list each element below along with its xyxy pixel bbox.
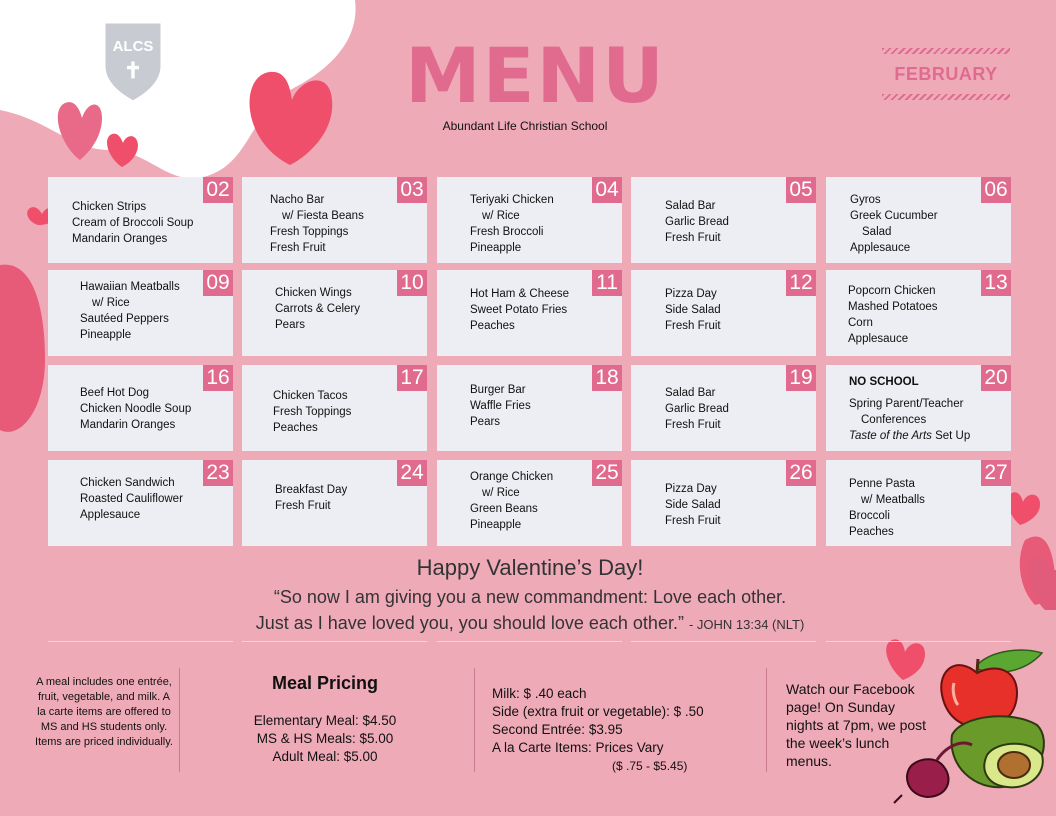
day-cell: [437, 460, 622, 546]
menu-item: Cream of Broccoli Soup: [72, 217, 194, 229]
menu-item: Mashed Potatoes: [848, 301, 938, 313]
menu-item: Fresh Fruit: [665, 232, 721, 244]
menu-items: [665, 286, 786, 334]
menu-items: [470, 382, 592, 430]
menu-item: Chicken Sandwich: [80, 477, 175, 489]
menu-items: [849, 374, 1007, 444]
menu-items: [470, 469, 592, 533]
day-cell: [242, 270, 427, 356]
menu-item: Greek Cucumber: [850, 210, 938, 222]
month-banner: [882, 48, 1010, 100]
menu-item: Sautéed Peppers: [80, 313, 169, 325]
menu-item: Pears: [470, 416, 501, 428]
menu-item: Pizza Day: [665, 483, 717, 495]
menu-items: [72, 199, 203, 247]
menu-item: Conferences: [861, 414, 927, 426]
menu-item: Teriyaki Chicken: [470, 194, 554, 206]
menu-item: Chicken Tacos: [273, 390, 348, 402]
menu-items: [470, 192, 592, 256]
page-title: MENU: [405, 31, 666, 120]
menu-item: Green Beans: [470, 503, 538, 515]
bible-quote-line: “So now I am giving you a new commandment: Love each other.: [273, 587, 787, 607]
heart-icon: [250, 72, 333, 165]
menu-item: Fresh Fruit: [665, 515, 721, 527]
day-number: 13: [981, 270, 1011, 296]
price-item: Second Entrée: $3.95: [492, 722, 623, 737]
day-cell: [631, 365, 816, 451]
price-item: A la Carte Items: Prices Vary: [492, 740, 664, 755]
day-number: 25: [592, 460, 622, 486]
menu-items: [849, 476, 981, 540]
day-cell: [437, 177, 622, 263]
price-item: MS & HS Meals: $5.00: [256, 731, 394, 746]
divider: [48, 641, 233, 642]
menu-item: Pineapple: [80, 329, 132, 341]
menu-item: Hawaiian Meatballs: [80, 281, 180, 293]
menu-item: Fresh Fruit: [270, 242, 326, 254]
logo-text: ALCS: [112, 38, 154, 55]
valentine-headline: Happy Valentine’s Day!: [416, 555, 644, 580]
menu-item: Garlic Bread: [665, 216, 729, 228]
day-cell: [826, 460, 1011, 546]
event-suffix: Set Up: [935, 430, 971, 442]
hatch-divider: [882, 48, 1010, 54]
menu-item: Salad Bar: [665, 200, 716, 212]
day-cell: [826, 177, 1011, 263]
day-cell: [48, 270, 233, 356]
menu-items: [273, 388, 397, 436]
menu-items: [665, 198, 786, 246]
menu-item: Fresh Broccoli: [470, 226, 544, 238]
heart-icon: [1008, 492, 1040, 525]
heart-icon: [107, 134, 138, 167]
meal-note: A meal includes one entrée, fruit, vegetable, and milk. A la carte items are offered to MS and HS students only. Items are priced individually.: [35, 676, 173, 748]
menu-item: Spring Parent/Teacher: [849, 398, 964, 410]
menu-item: Hot Ham & Cheese: [470, 288, 570, 300]
menu-item: Corn: [848, 317, 873, 329]
day-cell: [631, 460, 816, 546]
day-number: 12: [786, 270, 816, 296]
bible-quote-line: [160, 613, 900, 634]
avocado-icon: [952, 716, 1044, 787]
divider: [437, 641, 622, 642]
facebook-note: Watch our Facebook page! On Sunday nights at 7pm, we post the week’s lunch menus.: [786, 681, 927, 769]
menu-items: [665, 385, 786, 433]
menu-item: Pineapple: [470, 519, 522, 531]
heart-icon: [58, 102, 102, 160]
menu-item: Nacho Bar: [270, 194, 325, 206]
menu-item: Fresh Toppings: [270, 226, 349, 238]
day-number: 23: [203, 460, 233, 486]
menu-item: Orange Chicken: [470, 471, 554, 483]
menu-item: w/ Fiesta Beans: [282, 210, 364, 222]
menu-item: Sweet Potato Fries: [470, 304, 568, 316]
menu-item: Applesauce: [850, 242, 911, 254]
day-number: 20: [981, 365, 1011, 391]
day-cell: [437, 365, 622, 451]
day-cell: [631, 177, 816, 263]
menu-items: [275, 285, 397, 333]
menu-calendar-grid: [48, 177, 1011, 543]
day-number: 16: [203, 365, 233, 391]
menu-items: [850, 192, 981, 256]
menu-items: [270, 192, 397, 256]
pricing-list: [230, 712, 420, 766]
day-cell: [631, 270, 816, 356]
pricing-title: Meal Pricing: [271, 673, 379, 693]
hatch-divider: [882, 94, 1010, 100]
cross-icon: ✝: [123, 58, 143, 83]
menu-items: [470, 286, 592, 334]
menu-item: Side Salad: [665, 499, 721, 511]
menu-items: [275, 482, 397, 514]
menu-item: w/ Rice: [482, 210, 520, 222]
quote-text: Just as I have loved you, you should love each other.”: [255, 613, 684, 633]
divider: [242, 641, 427, 642]
day-number: 09: [203, 270, 233, 296]
menu-item: Fresh Fruit: [665, 419, 721, 431]
month-label: FEBRUARY: [894, 64, 998, 84]
day-number: 17: [397, 365, 427, 391]
menu-item: Garlic Bread: [665, 403, 729, 415]
day-cell: [242, 365, 427, 451]
menu-item: Pears: [275, 319, 306, 331]
day-number: 04: [592, 177, 622, 203]
menu-item: Chicken Wings: [275, 287, 352, 299]
menu-item: Applesauce: [848, 333, 909, 345]
menu-item: Popcorn Chicken: [848, 285, 936, 297]
menu-item: Peaches: [273, 422, 318, 434]
day-number: 26: [786, 460, 816, 486]
day-number: 06: [981, 177, 1011, 203]
menu-item: Gyros: [850, 194, 881, 206]
extras-pricing: [492, 685, 762, 775]
menu-item: Chicken Strips: [72, 201, 147, 213]
menu-item: Salad Bar: [665, 387, 716, 399]
produce-illustration: [892, 645, 1052, 805]
price-range: ($ .75 - $5.45): [612, 759, 688, 773]
no-school-label: NO SCHOOL: [849, 376, 919, 388]
menu-item: w/ Rice: [482, 487, 520, 499]
menu-item: Chicken Noodle Soup: [80, 403, 192, 415]
day-cell: [48, 365, 233, 451]
divider: [474, 668, 475, 772]
menu-item: Pizza Day: [665, 288, 717, 300]
day-cell: [826, 365, 1011, 451]
day-number: 02: [203, 177, 233, 203]
menu-item: Roasted Cauliflower: [80, 493, 183, 505]
day-cell: [242, 460, 427, 546]
day-number: 05: [786, 177, 816, 203]
menu-item: Mandarin Oranges: [80, 419, 176, 431]
event-name: Taste of the Arts: [849, 430, 932, 442]
menu-item: Salad: [862, 226, 892, 238]
menu-item: Peaches: [470, 320, 515, 332]
day-number: 03: [397, 177, 427, 203]
day-cell: [826, 270, 1011, 356]
menu-item: [849, 428, 1007, 444]
menu-items: [80, 279, 203, 343]
menu-items: [80, 475, 203, 523]
menu-item: w/ Rice: [92, 297, 130, 309]
price-item: Elementary Meal: $4.50: [253, 713, 397, 728]
day-cell: [437, 270, 622, 356]
menu-item: Penne Pasta: [849, 478, 915, 490]
day-cell: [242, 177, 427, 263]
menu-items: [848, 283, 981, 347]
menu-item: Fresh Fruit: [665, 320, 721, 332]
menu-item: Broccoli: [849, 510, 890, 522]
day-number: 11: [592, 270, 622, 296]
price-item: Milk: $ .40 each: [492, 686, 587, 701]
menu-item: Peaches: [849, 526, 894, 538]
heart-icon: [1028, 557, 1056, 610]
menu-item: Fresh Toppings: [273, 406, 352, 418]
price-item: Adult Meal: $5.00: [272, 749, 378, 764]
day-cell: [48, 460, 233, 546]
divider: [766, 668, 767, 772]
day-number: 27: [981, 460, 1011, 486]
divider: [179, 668, 180, 772]
menu-item: Waffle Fries: [470, 400, 531, 412]
menu-item: Fresh Fruit: [275, 500, 331, 512]
menu-item: Carrots & Celery: [275, 303, 360, 315]
divider: [826, 641, 1011, 642]
menu-items: [80, 385, 203, 433]
menu-items: [665, 481, 786, 529]
price-item: Side (extra fruit or vegetable): $ .50: [492, 704, 704, 719]
menu-item: Breakfast Day: [275, 484, 348, 496]
divider: [631, 641, 816, 642]
day-number: 18: [592, 365, 622, 391]
menu-item: Applesauce: [80, 509, 141, 521]
day-number: 24: [397, 460, 427, 486]
day-number: 10: [397, 270, 427, 296]
day-number: 19: [786, 365, 816, 391]
menu-item: Burger Bar: [470, 384, 526, 396]
menu-item: w/ Meatballs: [861, 494, 925, 506]
day-cell: [48, 177, 233, 263]
menu-item: Mandarin Oranges: [72, 233, 168, 245]
menu-item: Side Salad: [665, 304, 721, 316]
school-logo: [100, 18, 166, 102]
scripture-reference: - JOHN 13:34 (NLT): [688, 617, 805, 632]
menu-item: Beef Hot Dog: [80, 387, 150, 399]
school-name: Abundant Life Christian School: [442, 119, 608, 133]
menu-item: Pineapple: [470, 242, 522, 254]
